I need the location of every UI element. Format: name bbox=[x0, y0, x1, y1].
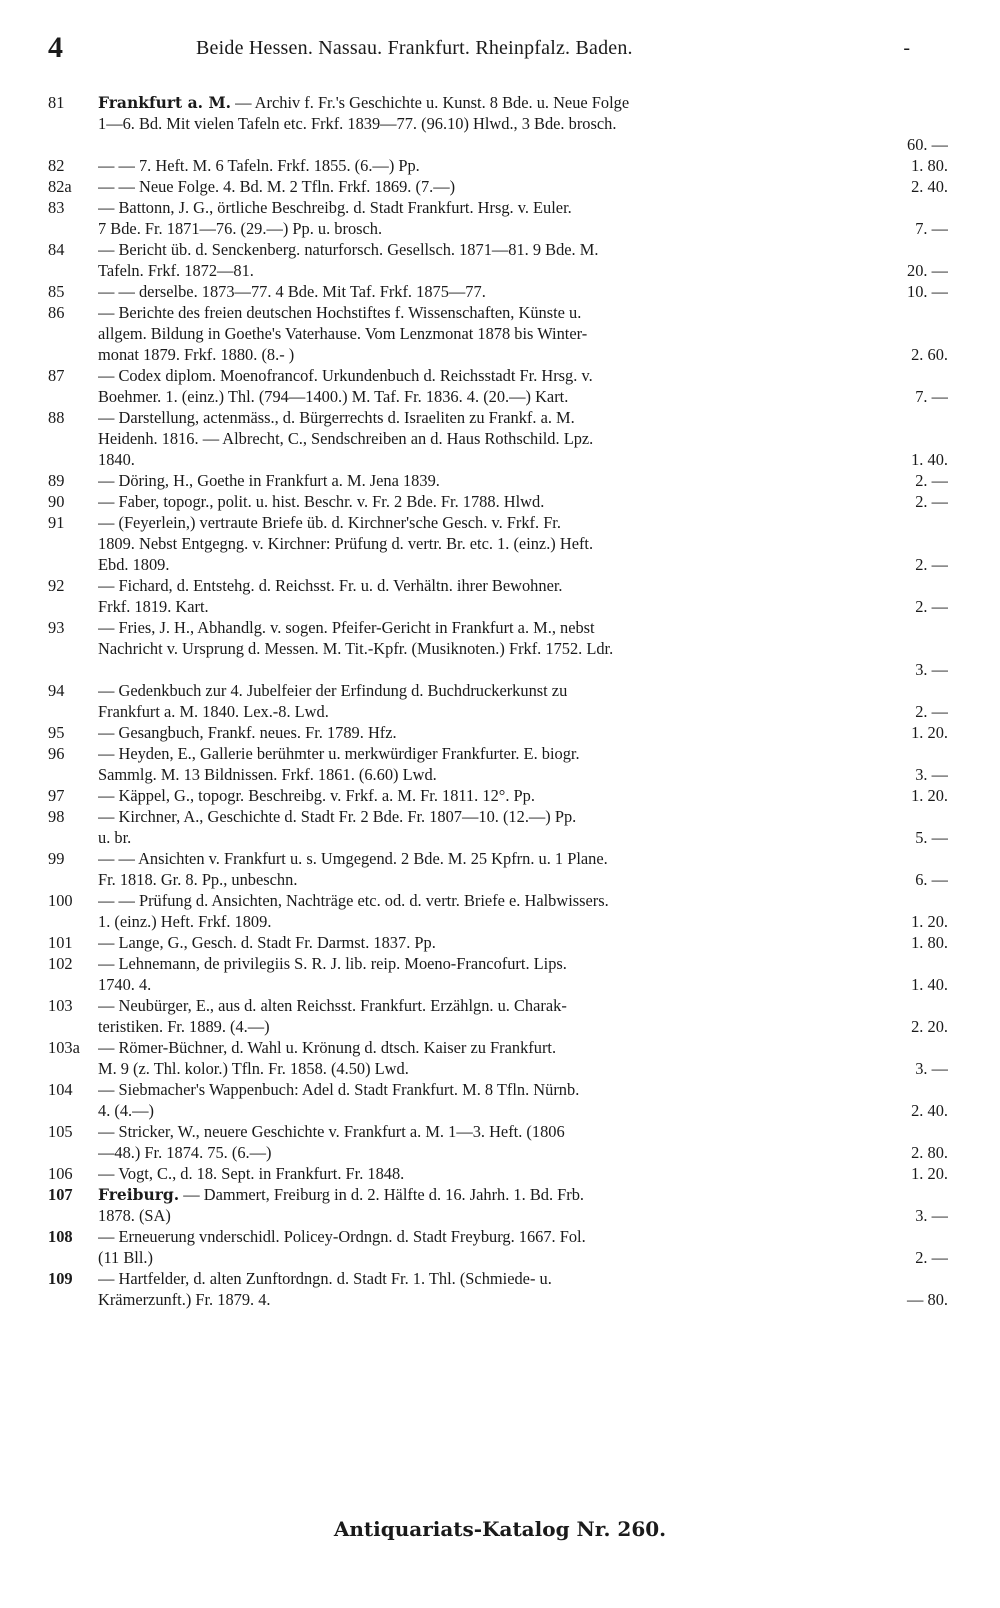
entry-text: — Heyden, E., Gallerie berühmter u. merkwürdiger Frankfurter. E. biogr. bbox=[98, 744, 580, 763]
entry-text: — Bericht üb. d. Senckenberg. naturforsch. Gesellsch. 1871—81. 9 Bde. M. bbox=[98, 240, 599, 259]
entry-number: 92 bbox=[48, 576, 65, 595]
catalog-entry bbox=[48, 1268, 948, 1310]
entry-text: — Dammert, Freiburg in d. 2. Hälfte d. 16. Jahrh. 1. Bd. Frb. bbox=[179, 1185, 585, 1204]
entry-line bbox=[98, 1016, 948, 1037]
entry-price: 60. — bbox=[907, 135, 948, 154]
entry-line bbox=[98, 92, 948, 113]
entry-line bbox=[98, 974, 948, 995]
entry-price: 2. — bbox=[915, 597, 948, 616]
entry-line bbox=[98, 995, 948, 1016]
entry-line bbox=[98, 953, 948, 974]
catalog-footer: Antiquariats-Katalog Nr. 260. bbox=[333, 1517, 667, 1541]
entry-text: u. br. bbox=[98, 828, 132, 847]
entry-line bbox=[98, 743, 948, 764]
catalog-entry bbox=[48, 785, 948, 806]
entry-price: 2. 40. bbox=[911, 177, 948, 196]
entry-price: 1. 20. bbox=[911, 786, 948, 805]
catalog-entry bbox=[48, 617, 948, 680]
entry-number: 99 bbox=[48, 849, 65, 868]
entry-price: 1. 40. bbox=[911, 975, 948, 994]
entry-text: — (Feyerlein,) vertraute Briefe üb. d. Kirchner'sche Gesch. v. Frkf. Fr. bbox=[98, 513, 561, 532]
entry-text: Fr. 1818. Gr. 8. Pp., unbeschn. bbox=[98, 870, 298, 889]
entry-text: Tafeln. Frkf. 1872—81. bbox=[98, 261, 254, 280]
entry-text: — — Neue Folge. 4. Bd. M. 2 Tfln. Frkf. 1869. (7.—) bbox=[98, 177, 456, 196]
entry-line bbox=[98, 1037, 948, 1058]
catalog-entry bbox=[48, 281, 948, 302]
entry-text: — — Ansichten v. Frankfurt u. s. Umgegend. 2 Bde. M. 25 Kpfrn. u. 1 Plane. bbox=[98, 849, 608, 868]
entry-number: 109 bbox=[48, 1269, 73, 1288]
catalog-entry bbox=[48, 197, 948, 239]
entry-text: — — 7. Heft. M. 6 Tafeln. Frkf. 1855. (6.—) Pp. bbox=[98, 156, 420, 175]
entry-line bbox=[98, 197, 948, 218]
catalog-entry bbox=[48, 491, 948, 512]
entry-text: — Codex diplom. Moenofrancof. Urkundenbuch d. Reichsstadt Fr. Hrsg. v. bbox=[98, 366, 593, 385]
entry-text: — Käppel, G., topogr. Beschreibg. v. Frkf. a. M. Fr. 1811. 12°. Pp. bbox=[98, 786, 535, 805]
entry-price: 3. — bbox=[915, 660, 948, 679]
entry-line bbox=[98, 596, 948, 617]
entry-line bbox=[98, 932, 948, 953]
entry-number: 108 bbox=[48, 1227, 73, 1246]
header-mark: - bbox=[903, 37, 910, 59]
entry-line bbox=[98, 701, 948, 722]
entry-text: — Stricker, W., neuere Geschichte v. Frankfurt a. M. 1—3. Heft. (1806 bbox=[98, 1122, 565, 1141]
entry-line bbox=[98, 491, 948, 512]
entry-text: — Gesangbuch, Frankf. neues. Fr. 1789. Hfz. bbox=[98, 723, 397, 742]
entry-text: — Battonn, J. G., örtliche Beschreibg. d. Stadt Frankfurt. Hrsg. v. Euler. bbox=[98, 198, 572, 217]
entry-price: 20. — bbox=[907, 261, 948, 280]
entry-text: 4. (4.—) bbox=[98, 1101, 154, 1120]
entry-text: — — Prüfung d. Ansichten, Nachträge etc. od. d. vertr. Briefe e. Halbwissers. bbox=[98, 891, 609, 910]
entry-price: 3. — bbox=[915, 1206, 948, 1225]
entry-text: 1—6. Bd. Mit vielen Tafeln etc. Frkf. 1839—77. (96.10) Hlwd., 3 Bde. brosch. bbox=[98, 114, 617, 133]
entry-text: Frankfurt a. M. 1840. Lex.-8. Lwd. bbox=[98, 702, 329, 721]
running-header bbox=[48, 30, 958, 66]
entry-text: Krämerzunft.) Fr. 1879. 4. bbox=[98, 1290, 271, 1309]
entry-number: 95 bbox=[48, 723, 65, 742]
catalog-entry bbox=[48, 890, 948, 932]
entry-number: 86 bbox=[48, 303, 65, 322]
entry-price: 1. 20. bbox=[911, 912, 948, 931]
entry-text: — Neubürger, E., aus d. alten Reichsst. Frankfurt. Erzählgn. u. Charak- bbox=[98, 996, 567, 1015]
entry-number: 82 bbox=[48, 156, 65, 175]
entry-price: 2. — bbox=[915, 1248, 948, 1267]
entry-text: — Hartfelder, d. alten Zunftordngn. d. Stadt Fr. 1. Thl. (Schmiede- u. bbox=[98, 1269, 552, 1288]
entry-price: 5. — bbox=[915, 828, 948, 847]
entry-line bbox=[98, 848, 948, 869]
catalog-entry bbox=[48, 1037, 948, 1079]
entry-text: (11 Bll.) bbox=[98, 1248, 153, 1267]
entry-line bbox=[98, 449, 948, 470]
entry-line bbox=[98, 1142, 948, 1163]
catalog-entry bbox=[48, 1163, 948, 1184]
entry-line bbox=[98, 1079, 948, 1100]
entry-text: — Gedenkbuch zur 4. Jubelfeier der Erfindung d. Buchdruckerkunst zu bbox=[98, 681, 568, 700]
entry-line bbox=[98, 764, 948, 785]
entry-text: — Fries, J. H., Abhandlg. v. sogen. Pfeifer-Gericht in Frankfurt a. M., nebst bbox=[98, 618, 595, 637]
catalog-entry bbox=[48, 680, 948, 722]
entry-number: 98 bbox=[48, 807, 65, 826]
entry-text: — Berichte des freien deutschen Hochstiftes f. Wissenschaften, Künste u. bbox=[98, 303, 582, 322]
entry-line bbox=[98, 575, 948, 596]
entry-line bbox=[98, 1100, 948, 1121]
entry-price: 2. — bbox=[915, 471, 948, 490]
entry-text: — Fichard, d. Entstehg. d. Reichsst. Fr. u. d. Verhältn. ihrer Bewohner. bbox=[98, 576, 563, 595]
entry-number: 103a bbox=[48, 1038, 80, 1057]
entry-line bbox=[98, 113, 948, 134]
entry-line bbox=[98, 260, 948, 281]
entry-line bbox=[98, 659, 948, 680]
entry-number: 102 bbox=[48, 954, 73, 973]
entry-text: — Archiv f. Fr.'s Geschichte u. Kunst. 8 Bde. u. Neue Folge bbox=[231, 93, 630, 112]
place-heading: Freiburg. bbox=[98, 1185, 180, 1204]
entry-price: 2. 20. bbox=[911, 1017, 948, 1036]
entry-text: monat 1879. Frkf. 1880. (8.- ) bbox=[98, 345, 295, 364]
entry-text: teristiken. Fr. 1889. (4.—) bbox=[98, 1017, 270, 1036]
entry-line bbox=[98, 1226, 948, 1247]
entry-text: 1740. 4. bbox=[98, 975, 152, 994]
entry-text: Nachricht v. Ursprung d. Messen. M. Tit.-Kpfr. (Musiknoten.) Frkf. 1752. Ldr. bbox=[98, 639, 614, 658]
entry-price: 2. — bbox=[915, 702, 948, 721]
entry-text: —48.) Fr. 1874. 75. (6.—) bbox=[98, 1143, 272, 1162]
entry-line bbox=[98, 1121, 948, 1142]
entry-line bbox=[98, 1268, 948, 1289]
entry-number: 81 bbox=[48, 93, 65, 112]
catalog-entry bbox=[48, 932, 948, 953]
entry-line bbox=[98, 806, 948, 827]
entry-line bbox=[98, 407, 948, 428]
entry-price: 10. — bbox=[907, 282, 948, 301]
entry-line bbox=[98, 323, 948, 344]
entry-number: 90 bbox=[48, 492, 65, 511]
entry-text: — Lehnemann, de privilegiis S. R. J. lib. reip. Moeno-Francofurt. Lips. bbox=[98, 954, 567, 973]
entry-line bbox=[98, 302, 948, 323]
catalog-entry bbox=[48, 470, 948, 491]
entry-number: 93 bbox=[48, 618, 65, 637]
entry-line bbox=[98, 134, 948, 155]
catalog-entry bbox=[48, 743, 948, 785]
entry-text: — Kirchner, A., Geschichte d. Stadt Fr. 2 Bde. Fr. 1807—10. (12.—) Pp. bbox=[98, 807, 577, 826]
entry-text: — Lange, G., Gesch. d. Stadt Fr. Darmst. 1837. Pp. bbox=[98, 933, 436, 952]
entry-text: — Vogt, C., d. 18. Sept. in Frankfurt. Fr. 1848. bbox=[98, 1164, 405, 1183]
entry-number: 83 bbox=[48, 198, 65, 217]
entry-number: 105 bbox=[48, 1122, 73, 1141]
entry-text: Sammlg. M. 13 Bildnissen. Frkf. 1861. (6.60) Lwd. bbox=[98, 765, 437, 784]
entry-number: 106 bbox=[48, 1164, 73, 1183]
entry-price: 1. 40. bbox=[911, 450, 948, 469]
entry-text: — Faber, topogr., polit. u. hist. Beschr. v. Fr. 2 Bde. Fr. 1788. Hlwd. bbox=[98, 492, 545, 511]
entry-number: 107 bbox=[48, 1185, 73, 1204]
catalog-entry bbox=[48, 995, 948, 1037]
entry-price: 2. — bbox=[915, 492, 948, 511]
catalog-entry bbox=[48, 302, 948, 365]
catalog-entry bbox=[48, 953, 948, 995]
entry-line bbox=[98, 722, 948, 743]
entry-price: 1. 80. bbox=[911, 933, 948, 952]
page-number: 4 bbox=[48, 31, 63, 64]
catalog-entry bbox=[48, 1079, 948, 1121]
entry-number: 85 bbox=[48, 282, 65, 301]
entry-price: 3. — bbox=[915, 1059, 948, 1078]
entry-number: 84 bbox=[48, 240, 65, 259]
catalog-entry bbox=[48, 176, 948, 197]
catalog-entry bbox=[48, 1184, 948, 1226]
entry-number: 103 bbox=[48, 996, 73, 1015]
catalog-entries bbox=[48, 92, 948, 1310]
entry-price: 1. 20. bbox=[911, 723, 948, 742]
entry-text: 7 Bde. Fr. 1871—76. (29.—) Pp. u. brosch. bbox=[98, 219, 383, 238]
entry-number: 91 bbox=[48, 513, 65, 532]
entry-text: 1878. (SA) bbox=[98, 1206, 171, 1225]
entry-price: 7. — bbox=[915, 387, 948, 406]
catalog-entry bbox=[48, 239, 948, 281]
catalog-entry bbox=[48, 806, 948, 848]
entry-number: 82a bbox=[48, 177, 72, 196]
entry-text: Ebd. 1809. bbox=[98, 555, 170, 574]
entry-number: 87 bbox=[48, 366, 65, 385]
entry-number: 100 bbox=[48, 891, 73, 910]
entry-line bbox=[98, 281, 948, 302]
place-heading: Frankfurt a. M. bbox=[98, 93, 231, 112]
entry-line bbox=[98, 680, 948, 701]
entry-text: — Siebmacher's Wappenbuch: Adel d. Stadt Frankfurt. M. 8 Tfln. Nürnb. bbox=[98, 1080, 580, 1099]
entry-line bbox=[98, 533, 948, 554]
header-title: Beide Hessen. Nassau. Frankfurt. Rheinpfalz. Baden. bbox=[196, 37, 633, 59]
entry-text: 1840. bbox=[98, 450, 135, 469]
entry-text: — Erneuerung vnderschidl. Policey-Ordngn. d. Stadt Freyburg. 1667. Fol. bbox=[98, 1227, 586, 1246]
entry-text: — — derselbe. 1873—77. 4 Bde. Mit Taf. Frkf. 1875—77. bbox=[98, 282, 486, 301]
entry-number: 89 bbox=[48, 471, 65, 490]
entry-text: Heidenh. 1816. — Albrecht, C., Sendschreiben an d. Haus Rothschild. Lpz. bbox=[98, 429, 594, 448]
entry-line bbox=[98, 1058, 948, 1079]
entry-number: 97 bbox=[48, 786, 65, 805]
entry-text: Boehmer. 1. (einz.) Thl. (794—1400.) M. Taf. Fr. 1836. 4. (20.—) Kart. bbox=[98, 387, 569, 406]
entry-price: 2. 80. bbox=[911, 1143, 948, 1162]
entry-line bbox=[98, 638, 948, 659]
entry-price: 6. — bbox=[915, 870, 948, 889]
catalog-entry bbox=[48, 848, 948, 890]
catalog-entry bbox=[48, 407, 948, 470]
entry-line bbox=[98, 344, 948, 365]
entry-text: allgem. Bildung in Goethe's Vaterhause. Vom Lenzmonat 1878 bis Winter- bbox=[98, 324, 588, 343]
entry-number: 101 bbox=[48, 933, 73, 952]
entry-line bbox=[98, 869, 948, 890]
entry-line bbox=[98, 428, 948, 449]
catalog-entry bbox=[48, 1226, 948, 1268]
catalog-entry bbox=[48, 92, 948, 155]
entry-line bbox=[98, 386, 948, 407]
entry-line bbox=[98, 155, 948, 176]
entry-text: 1809. Nebst Entgegng. v. Kirchner: Prüfung d. vertr. Br. etc. 1. (einz.) Heft. bbox=[98, 534, 594, 553]
entry-line bbox=[98, 1184, 948, 1205]
catalog-entry bbox=[48, 1121, 948, 1163]
entry-price: 2. — bbox=[915, 555, 948, 574]
entry-line bbox=[98, 1289, 948, 1310]
entry-line bbox=[98, 554, 948, 575]
entry-text: 1. (einz.) Heft. Frkf. 1809. bbox=[98, 912, 272, 931]
entry-price: — 80. bbox=[907, 1290, 948, 1309]
entry-line bbox=[98, 1247, 948, 1268]
entry-line bbox=[98, 365, 948, 386]
entry-number: 94 bbox=[48, 681, 65, 700]
entry-price: 2. 60. bbox=[911, 345, 948, 364]
entry-line bbox=[98, 1205, 948, 1226]
entry-price: 7. — bbox=[915, 219, 948, 238]
catalog-entry bbox=[48, 365, 948, 407]
entry-line bbox=[98, 827, 948, 848]
entry-line bbox=[98, 617, 948, 638]
entry-line bbox=[98, 890, 948, 911]
entry-line bbox=[98, 176, 948, 197]
entry-number: 96 bbox=[48, 744, 65, 763]
entry-line bbox=[98, 239, 948, 260]
entry-text: Frkf. 1819. Kart. bbox=[98, 597, 209, 616]
entry-line bbox=[98, 470, 948, 491]
entry-number: 104 bbox=[48, 1080, 73, 1099]
entry-line bbox=[98, 1163, 948, 1184]
entry-line bbox=[98, 218, 948, 239]
entry-text: — Darstellung, actenmäss., d. Bürgerrechts d. Israeliten zu Frankf. a. M. bbox=[98, 408, 575, 427]
entry-text: M. 9 (z. Thl. kolor.) Tfln. Fr. 1858. (4.50) Lwd. bbox=[98, 1059, 409, 1078]
entry-line bbox=[98, 512, 948, 533]
entry-text: — Römer-Büchner, d. Wahl u. Krönung d. dtsch. Kaiser zu Frankfurt. bbox=[98, 1038, 557, 1057]
entry-price: 1. 80. bbox=[911, 156, 948, 175]
entry-line bbox=[98, 911, 948, 932]
entry-price: 1. 20. bbox=[911, 1164, 948, 1183]
catalog-entry bbox=[48, 512, 948, 575]
catalog-entry bbox=[48, 155, 948, 176]
entry-text: — Döring, H., Goethe in Frankfurt a. M. Jena 1839. bbox=[98, 471, 440, 490]
catalog-entry bbox=[48, 575, 948, 617]
entry-line bbox=[98, 785, 948, 806]
entry-price: 2. 40. bbox=[911, 1101, 948, 1120]
entry-number: 88 bbox=[48, 408, 65, 427]
catalog-entry bbox=[48, 722, 948, 743]
entry-price: 3. — bbox=[915, 765, 948, 784]
